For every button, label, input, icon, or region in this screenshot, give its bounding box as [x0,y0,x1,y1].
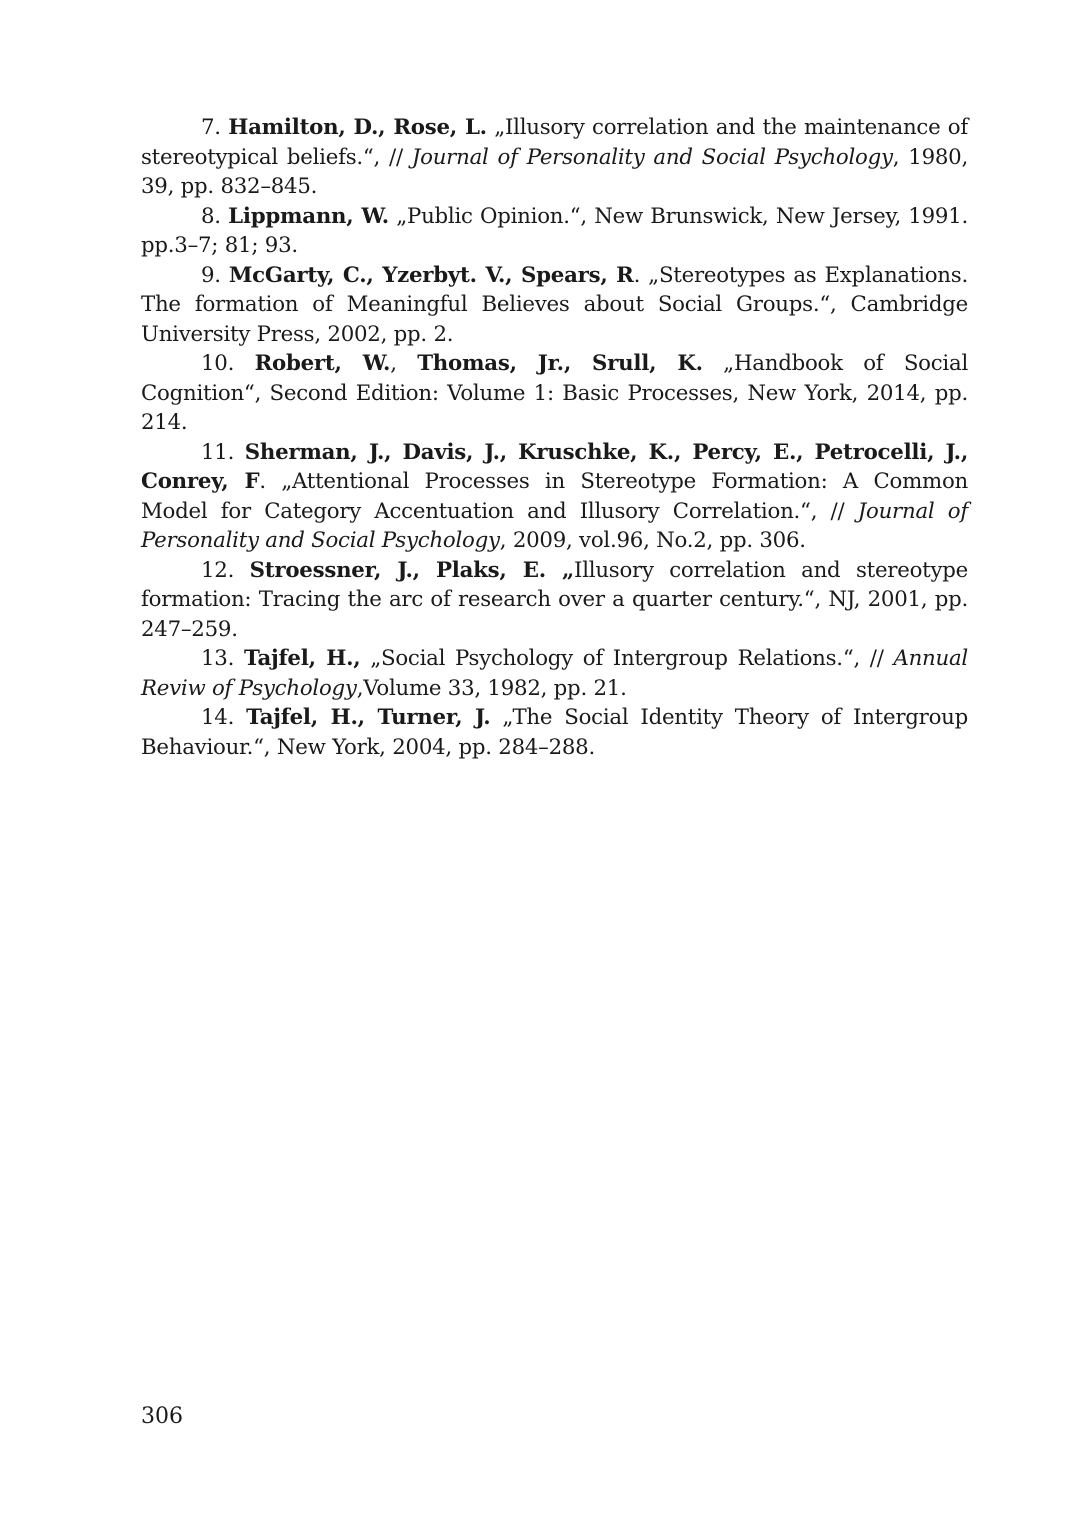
reference-text: . „Stereotypes as Explanations. The formation of Meaningful Believes about Social Groups.“, Cambridge University Press, 2002, pp. 2. [141,262,968,347]
reference-journal: Journal of Personality and Social Psychology [141,498,968,553]
reference-number: 10. [201,351,235,376]
reference-number: 11. [201,439,235,465]
reference-text: , 1980, 39, pp. 832–845. [141,144,968,199]
reference-text: „Public Opinion.“, New Brunswick, New Jersey, 1991. pp.3–7; 81; 93. [141,203,968,258]
reference-authors: Robert, W. [254,351,391,376]
reference-authors: Tajfel, H., [243,646,361,671]
reference-item-14 [141,703,968,762]
reference-text: Illusory correlation and stereotype formation: Tracing the arc of research over a quarter century.“, NJ, 2001, pp. 247–259. [141,557,968,642]
reference-number: 12. [201,557,235,583]
reference-number: 13. [201,646,235,671]
reference-number: 9. [201,262,221,288]
reference-text: „Illusory correlation and the maintenance of stereotypical beliefs.“, // [141,115,969,170]
reference-number: 7. [201,115,221,140]
reference-item-10 [141,349,968,438]
reference-journal: Journal of Personality and Social Psychology [411,144,893,170]
reference-text: „Social Psychology of Intergroup Relations.“, // [360,646,894,671]
reference-text: „Handbook of Social Cognition“, Second Edition: Volume 1: Basic Processes, New York, 2014, pp. 214. [141,351,968,435]
reference-authors: Lippmann, W. [228,203,389,229]
reference-text: ,Volume 33, 1982, pp. 21. [356,675,627,701]
reference-journal: Annual Reviw of Psychology [141,646,968,701]
reference-item-8 [141,202,968,261]
reference-number: 14. [201,705,235,730]
reference-authors: Hamilton, D., Rose, L. [228,115,487,140]
reference-text: , 2009, vol.96, No.2, pp. 306. [499,528,806,553]
reference-authors: Tajfel, H., Turner, J. [246,705,491,730]
reference-number: 8. [201,203,221,229]
reference-item-11 [141,438,968,556]
reference-text: . „Attentional Processes in Stereotype Formation: A Common Model for Category Accentuation and Illusory Correlation.“, // [141,469,968,524]
reference-item-9 [141,261,968,350]
reference-authors: Stroessner, J., Plaks, E. „ [249,557,575,583]
reference-item-12 [141,556,968,645]
reference-list [141,113,968,762]
reference-authors: Sherman, J., Davis, J., Kruschke, K., Percy, E., Petrocelli, J., Conrey, F [141,439,968,494]
reference-separator: , [390,351,418,376]
reference-text: „The Social Identity Theory of Intergroup Behaviour.“, New York, 2004, pp. 284–288. [141,705,968,760]
reference-item-7 [141,113,968,202]
reference-item-13 [141,644,968,703]
reference-authors: Thomas, Jr., Srull, K. [417,351,703,376]
page-number: 306 [141,1404,183,1429]
reference-authors: McGarty, C., Yzerbyt. V., Spears, R [228,262,634,288]
